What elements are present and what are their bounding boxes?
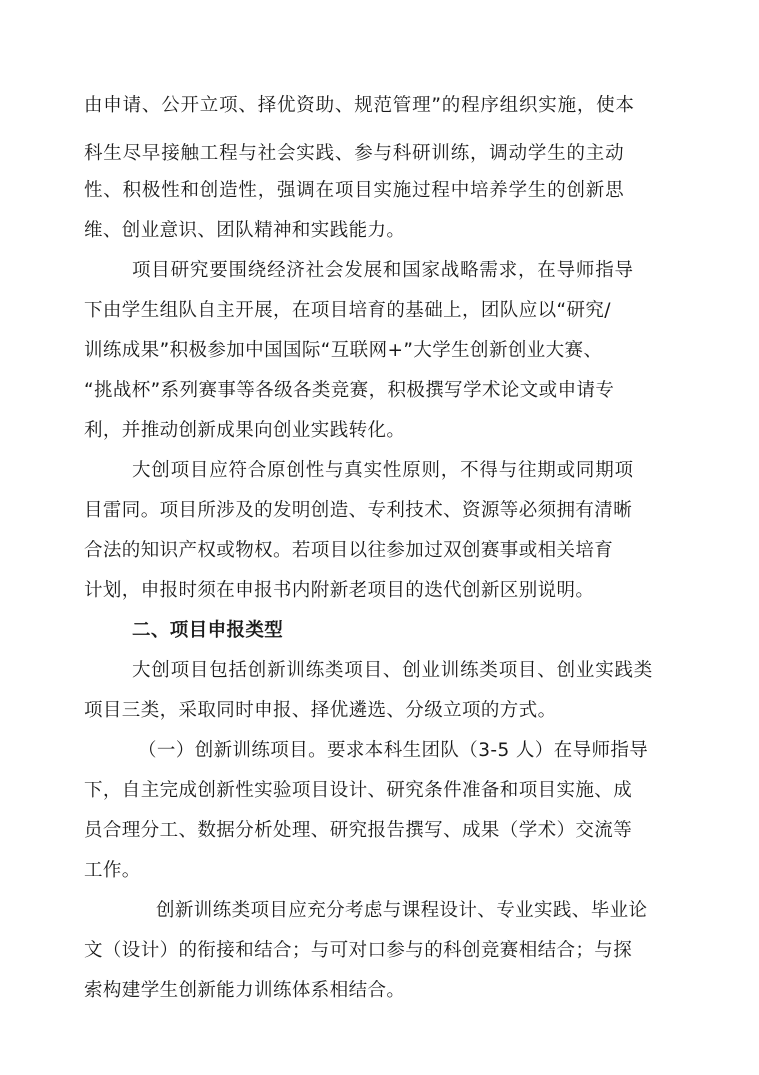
paragraph-1-line-3: 性、积极性和创造性，强调在项目实施过程中培养学生的创新思: [84, 180, 625, 201]
paragraph-5-line-2: 下，自主完成创新性实验项目设计、研究条件准备和项目实施、成: [84, 780, 633, 801]
paragraph-1-line-1: 由申请、公开立项、择优资助、规范管理”的程序组织实施，使本: [84, 95, 635, 116]
paragraph-6-line-3: 索构建学生创新能力训练体系相结合。: [84, 980, 406, 1001]
section-heading: 二、项目申报类型: [132, 620, 284, 641]
paragraph-1-line-4: 维、创业意识、团队精神和实践能力。: [84, 220, 406, 241]
paragraph-1-line-2: 科生尽早接触工程与社会实践、参与科研训练，调动学生的主动: [84, 143, 625, 164]
paragraph-3-line-1: 大创项目应符合原创性与真实性原则，不得与往期或同期项: [132, 460, 634, 481]
paragraph-2-line-1: 项目研究要围绕经济社会发展和国家战略需求，在导师指导: [132, 260, 634, 281]
paragraph-3-line-3: 合法的知识产权或物权。若项目以往参加过双创赛事或相关培育: [84, 540, 614, 561]
paragraph-2-line-5: 利，并推动创新成果向创业实践转化。: [84, 420, 406, 441]
paragraph-2-line-3: 训练成果”积极参加中国国际“互联网+”大学生创新创业大赛、: [84, 340, 603, 361]
paragraph-3-line-2: 目雷同。项目所涉及的发明创造、专利技术、资源等必须拥有清晰: [84, 500, 633, 521]
paragraph-5-line-4: 工作。: [84, 860, 141, 881]
paragraph-2-line-4: “挑战杯”系列赛事等各级各类竞赛，积极撰写学术论文或申请专: [84, 380, 615, 401]
paragraph-6-line-1: 创新训练类项目应充分考虑与课程设计、专业实践、毕业论: [156, 900, 648, 921]
paragraph-2-line-2: 下由学生组队自主开展，在项目培育的基础上，团队应以“研究/: [84, 300, 611, 321]
paragraph-5-line-3: 员合理分工、数据分析处理、研究报告撰写、成果（学术）交流等: [84, 820, 633, 841]
paragraph-4-line-1: 大创项目包括创新训练类项目、创业训练类项目、创业实践类: [132, 660, 654, 681]
paragraph-4-line-2: 项目三类，采取同时申报、择优遴选、分级立项的方式。: [84, 700, 557, 721]
paragraph-3-line-4: 计划，申报时须在申报书内附新老项目的迭代创新区别说明。: [84, 580, 595, 601]
paragraph-6-line-2: 文（设计）的衔接和结合；与可对口参与的科创竞赛相结合；与探: [84, 940, 633, 961]
paragraph-5-line-1: （一）创新训练项目。要求本科生团队（3-5 人）在导师指导: [138, 740, 649, 761]
